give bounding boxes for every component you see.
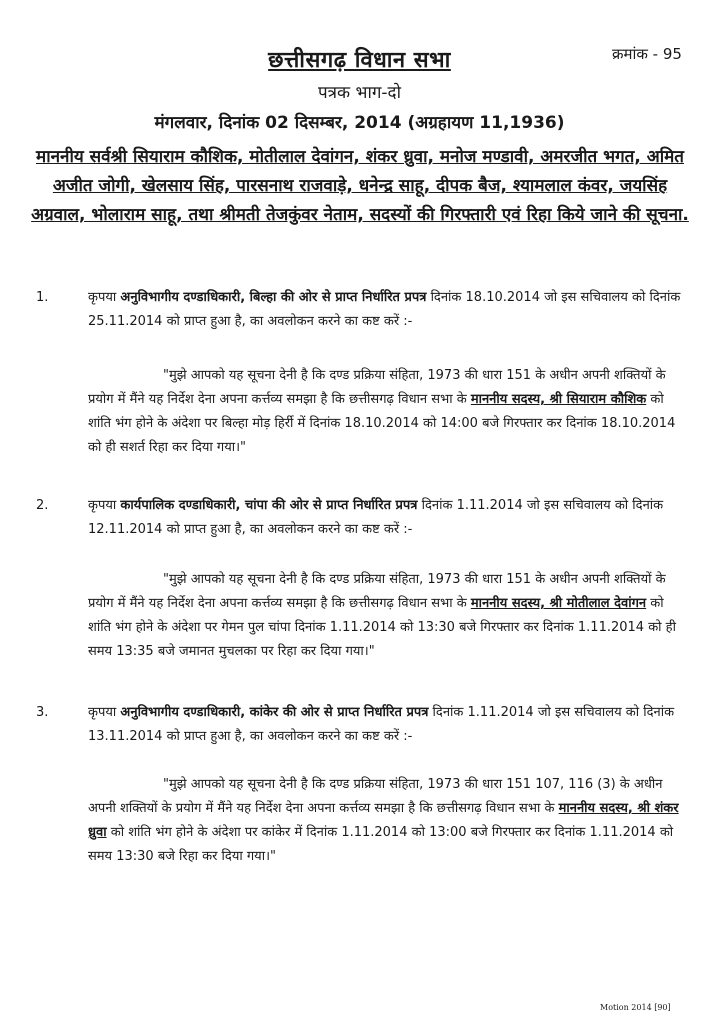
footer-reference: Motion 2014 [90] bbox=[600, 1003, 671, 1012]
item-intro bbox=[88, 701, 688, 749]
item-quote bbox=[88, 364, 688, 460]
item-intro bbox=[88, 286, 688, 334]
page-number: क्रमांक - 95 bbox=[612, 45, 682, 63]
item-quote bbox=[88, 568, 688, 664]
intro-text: कृपया bbox=[88, 705, 121, 720]
quote-text: को शांति भंग होने के अंदेशा पर कांकेर में दिनांक 1.11.2014 को 13:00 बजे गिरफ्तार कर दिनांक 1.11.2014 को समय 13:30 बजे रिहा कर दिया गया।" bbox=[88, 825, 674, 864]
intro-text: दिनांक 18.10.2014 जो इस सचिवालय को दिनांक 25.11.2014 को प्राप्त हुआ है, का अवलोकन करने का कष्ट करें :- bbox=[88, 290, 681, 329]
item-number: 1. bbox=[36, 290, 49, 305]
intro-text: दिनांक 1.11.2014 जो इस सचिवालय को दिनांक 12.11.2014 को प्राप्त हुआ है, का अवलोकन करने का कष्ट करें :- bbox=[88, 498, 664, 537]
date-line: मंगलवार, दिनांक 02 दिसम्बर, 2014 (अग्रहायण 11,1936) bbox=[154, 113, 565, 133]
intro-text: दिनांक 1.11.2014 जो इस सचिवालय को दिनांक 13.11.2014 को प्राप्त हुआ है, का अवलोकन करने का कष्ट करें :- bbox=[88, 705, 675, 744]
quote-text: को शांति भंग होने के अंदेशा पर गेमन पुल चांपा दिनांक 1.11.2014 को 13:30 बजे गिरफ्तार कर दिनांक 1.11.2014 को ही समय 13:35 बजे जमानत मुचलका पर रिहा कर दिया गया।" bbox=[88, 596, 676, 659]
member-name: माननीय सदस्य, श्री शंकर ध्रुवा bbox=[88, 801, 679, 840]
page-subtitle: पत्रक भाग-दो bbox=[318, 83, 401, 103]
quote-text: को शांति भंग होने के अंदेशा पर बिल्हा मोड़ हिर्री में दिनांक 18.10.2014 को 14:00 बजे गिरफ्तार कर दिनांक 18.10.2014 को ही सशर्त रिहा कर दिया गया।" bbox=[88, 392, 676, 455]
member-name: माननीय सदस्य, श्री सियाराम कौशिक bbox=[470, 392, 647, 407]
item-number: 3. bbox=[36, 705, 49, 720]
member-name: माननीय सदस्य, श्री मोतीलाल देवांगन bbox=[470, 596, 647, 611]
intro-authority: अनुविभागीय दण्डाधिकारी, कांकेर की ओर से प्राप्त निर्धारित प्रपत्र bbox=[120, 705, 429, 720]
item-intro bbox=[88, 494, 688, 542]
page-title: छत्तीसगढ़ विधान सभा bbox=[268, 48, 451, 73]
item-quote bbox=[88, 773, 688, 869]
quote-text: "मुझे आपको यह सूचना देनी है कि दण्ड प्रक्रिया संहिता, 1973 की धारा 151 107, 116 (3) के अधीन अपनी शक्तियों के प्रयोग में मैंने यह निर्देश देना अपना कर्त्तव्य समझा है कि छत्तीसगढ़ विधान सभा के bbox=[88, 777, 663, 816]
intro-authority: अनुविभागीय दण्डाधिकारी, बिल्हा की ओर से प्राप्त निर्धारित प्रपत्र bbox=[120, 290, 427, 305]
intro-authority: कार्यपालिक दण्डाधिकारी, चांपा की ओर से प्राप्त निर्धारित प्रपत्र bbox=[120, 498, 418, 513]
quote-text: "मुझे आपको यह सूचना देनी है कि दण्ड प्रक्रिया संहिता, 1973 की धारा 151 के अधीन अपनी शक्तियों के प्रयोग में मैंने यह निर्देश देना अपना कर्त्तव्य समझा है कि छत्तीसगढ़ विधान सभा के bbox=[88, 572, 666, 611]
item-number: 2. bbox=[36, 498, 49, 513]
intro-text: कृपया bbox=[88, 290, 121, 305]
notice-heading: माननीय सर्वश्री सियाराम कौशिक, मोतीलाल देवांगन, शंकर ध्रुवा, मनोज मण्डावी, अमरजीत भगत, अमित अजीत जोगी, खेलसाय सिंह, पारसनाथ राजवाड़े, धनेन्द्र साहू, दीपक बैज, श्यामलाल कंवर, जयसिंह अग्रवाल, भोलाराम साहू, तथा श्रीमती तेजकुंवर नेताम, सदस्यों की गिरफ्तारी एवं रिहा किये जाने की सूचना. bbox=[31, 147, 689, 225]
quote-text: "मुझे आपको यह सूचना देनी है कि दण्ड प्रक्रिया संहिता, 1973 की धारा 151 के अधीन अपनी शक्तियों के प्रयोग में मैंने यह निर्देश देना अपना कर्त्तव्य समझा है कि छत्तीसगढ़ विधान सभा के bbox=[88, 368, 666, 407]
intro-text: कृपया bbox=[88, 498, 121, 513]
